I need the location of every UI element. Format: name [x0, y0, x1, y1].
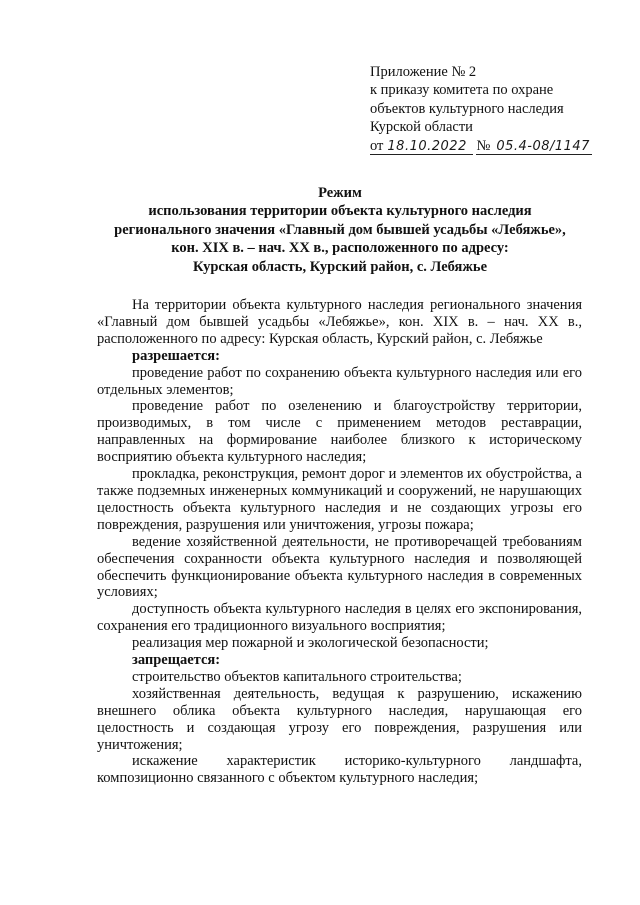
allowed-item: ведение хозяйственной деятельности, не противоречащей требованиям обеспечения сохранности объекта культурного наследия и позволяющей обеспечить функционирование объекта культурного наследия в современных условиях;	[97, 533, 582, 601]
annex-line-4: Курской области	[370, 119, 473, 136]
document-title	[80, 184, 600, 276]
title-line-1: Режим	[318, 185, 362, 201]
title-line-3: регионального значения «Главный дом бывшей усадьбы «Лебяжье»,	[114, 221, 566, 238]
allowed-heading: разрешается:	[132, 347, 220, 364]
number-field	[476, 139, 592, 155]
annex-line-1: Приложение № 2	[370, 64, 477, 80]
number-prefix: №	[476, 137, 491, 154]
title-line-2: использования территории объекта культурного наследия	[148, 203, 532, 220]
allowed-item: доступность объекта культурного наследия в целях его экспонирования, сохранения его традиционного визуального восприятия;	[97, 601, 582, 635]
intro-paragraph: На территории объекта культурного наследия регионального значения «Главный дом бывшей усадьбы «Лебяжье», кон. XIX в. – нач. XX в., расположенного по адресу: Курская область, Курский район, с. Лебяжье	[97, 297, 582, 347]
title-line-4: кон. XIX в. – нач. XX в., расположенного по адресу:	[171, 240, 509, 257]
number-handwritten: 05.4-08/1147	[496, 138, 590, 154]
date-prefix: от	[370, 137, 384, 154]
document-body	[97, 297, 582, 787]
annex-block	[370, 63, 630, 155]
annex-date-line	[370, 137, 630, 155]
date-field	[370, 139, 473, 155]
title-line-5: Курская область, Курский район, с. Лебяжье	[192, 258, 488, 275]
allowed-item: реализация мер пожарной и экологической безопасности;	[132, 635, 489, 652]
forbidden-item: строительство объектов капитального строительства;	[132, 668, 462, 685]
date-handwritten: 18.10.2022	[387, 138, 467, 154]
annex-line-2: к приказу комитета по охране	[370, 82, 554, 99]
forbidden-heading: запрещается:	[132, 652, 221, 669]
allowed-item: проведение работ по сохранению объекта культурного наследия или его отдельных элементов;	[97, 364, 582, 398]
forbidden-item: искажение характеристик историко-культурного ландшафта, композиционно связанного с объектом культурного наследия;	[97, 753, 582, 787]
allowed-item: проведение работ по озеленению и благоустройству территории, производимых, в том числе с применением методов реставрации, направленных на формирование наиболее близкого к историческому восприятию объекта культурного наследия;	[97, 398, 582, 466]
annex-line-3: объектов культурного наследия	[370, 100, 564, 117]
forbidden-item: хозяйственная деятельность, ведущая к разрушению, искажению внешнего облика объекта культурного наследия, нарушающая его целостность и создающая угрозу его повреждения, разрушения или уничтожения;	[97, 685, 582, 753]
allowed-item: прокладка, реконструкция, ремонт дорог и элементов их обустройства, а также подземных инженерных коммуникаций и сооружений, не нарушающих целостность объекта культурного наследия и не создающих угрозы его повреждения, разрушения или уничтожения, угрозы пожара;	[97, 466, 582, 533]
